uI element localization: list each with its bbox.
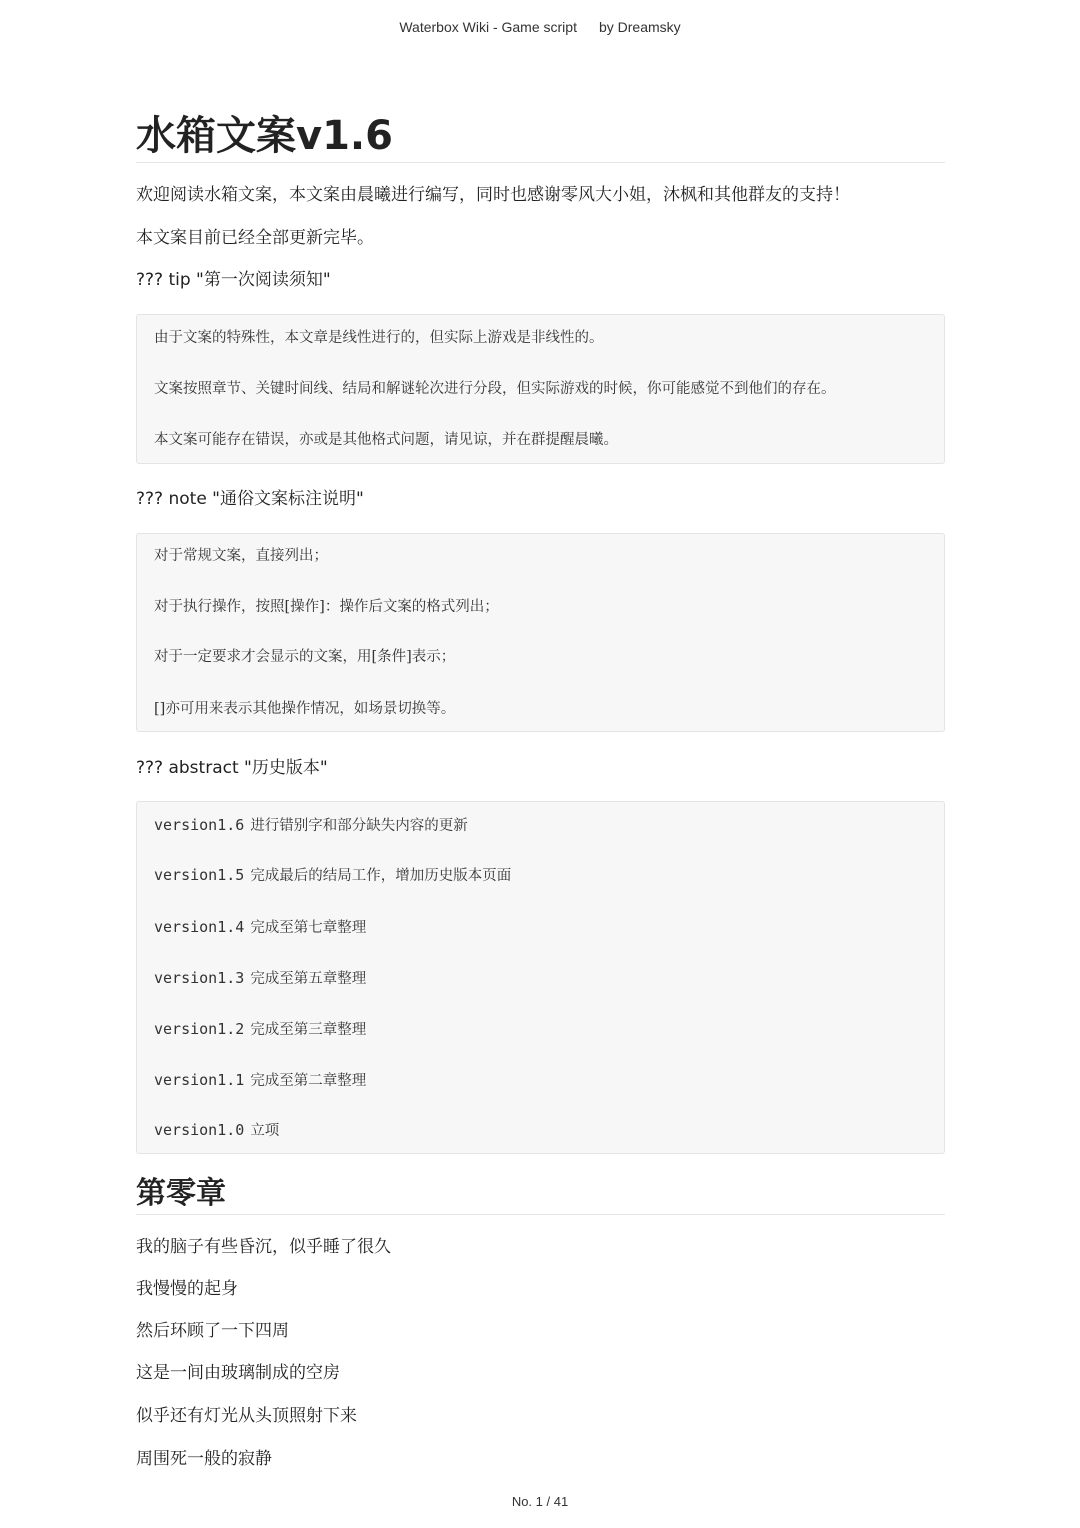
note-box xyxy=(136,533,945,732)
version-number: version1.4 xyxy=(154,918,245,936)
version-row xyxy=(154,865,511,886)
chapter-line: 我的脑子有些昏沉，似乎睡了很久 xyxy=(136,1237,391,1257)
version-desc: 进行错别字和部分缺失内容的更新 xyxy=(250,818,468,834)
page-header xyxy=(0,19,1080,35)
header-title: Waterbox Wiki - Game script xyxy=(399,19,577,35)
version-desc: 完成最后的结局工作，增加历史版本页面 xyxy=(250,868,512,884)
tip-line: 由于文案的特殊性，本文章是线性进行的，但实际上游戏是非线性的。 xyxy=(154,330,604,346)
page-number: No. 1 / 41 xyxy=(511,1494,569,1509)
chapter-line: 周围死一般的寂静 xyxy=(136,1449,272,1469)
version-desc: 完成至第二章整理 xyxy=(250,1073,367,1089)
version-row xyxy=(154,968,366,989)
intro-paragraph: 本文案目前已经全部更新完毕。 xyxy=(136,228,374,248)
version-row xyxy=(154,1070,366,1091)
header-author: by Dreamsky xyxy=(598,19,681,35)
chapter-title: 第零章 xyxy=(136,1174,945,1215)
version-desc: 立项 xyxy=(250,1123,280,1139)
chapter-line: 这是一间由玻璃制成的空房 xyxy=(136,1363,340,1383)
version-desc: 完成至第五章整理 xyxy=(250,971,367,987)
version-number: version1.6 xyxy=(154,816,245,834)
version-row xyxy=(154,815,468,836)
tip-line: 文案按照章节、关键时间线、结局和解谜轮次进行分段，但实际游戏的时候，你可能感觉不到他们的存在。 xyxy=(154,381,836,397)
document-title: 水箱文案v1.6 xyxy=(136,110,945,163)
tip-box xyxy=(136,314,945,464)
version-row xyxy=(154,917,366,938)
abstract-heading: ??? abstract "历史版本" xyxy=(136,758,328,778)
chapter-line: 似乎还有灯光从头顶照射下来 xyxy=(136,1406,357,1426)
note-heading: ??? note "通俗文案标注说明" xyxy=(136,489,364,509)
chapter-line: 我慢慢的起身 xyxy=(136,1279,238,1299)
version-row xyxy=(154,1120,279,1141)
chapter-line: 然后环顾了一下四周 xyxy=(136,1321,289,1341)
version-number: version1.0 xyxy=(154,1121,245,1139)
note-line: 对于一定要求才会显示的文案，用[条件]表示； xyxy=(154,649,456,665)
version-number: version1.1 xyxy=(154,1071,245,1089)
tip-line: 本文案可能存在错误，亦或是其他格式问题，请见谅，并在群提醒晨曦。 xyxy=(154,432,618,448)
version-row xyxy=(154,1019,366,1040)
intro-paragraph: 欢迎阅读水箱文案，本文案由晨曦进行编写，同时也感谢零风大小姐，沐枫和其他群友的支持！ xyxy=(136,185,850,205)
note-line: 对于常规文案，直接列出； xyxy=(154,548,328,564)
abstract-box xyxy=(136,801,945,1154)
tip-heading: ??? tip "第一次阅读须知" xyxy=(136,270,331,290)
version-number: version1.5 xyxy=(154,866,245,884)
version-number: version1.2 xyxy=(154,1020,245,1038)
version-number: version1.3 xyxy=(154,969,245,987)
version-desc: 完成至第七章整理 xyxy=(250,920,367,936)
version-desc: 完成至第三章整理 xyxy=(250,1022,367,1038)
note-line: 对于执行操作，按照[操作]：操作后文案的格式列出； xyxy=(154,599,499,615)
note-line: []亦可用来表示其他操作情况，如场景切换等。 xyxy=(154,701,456,717)
